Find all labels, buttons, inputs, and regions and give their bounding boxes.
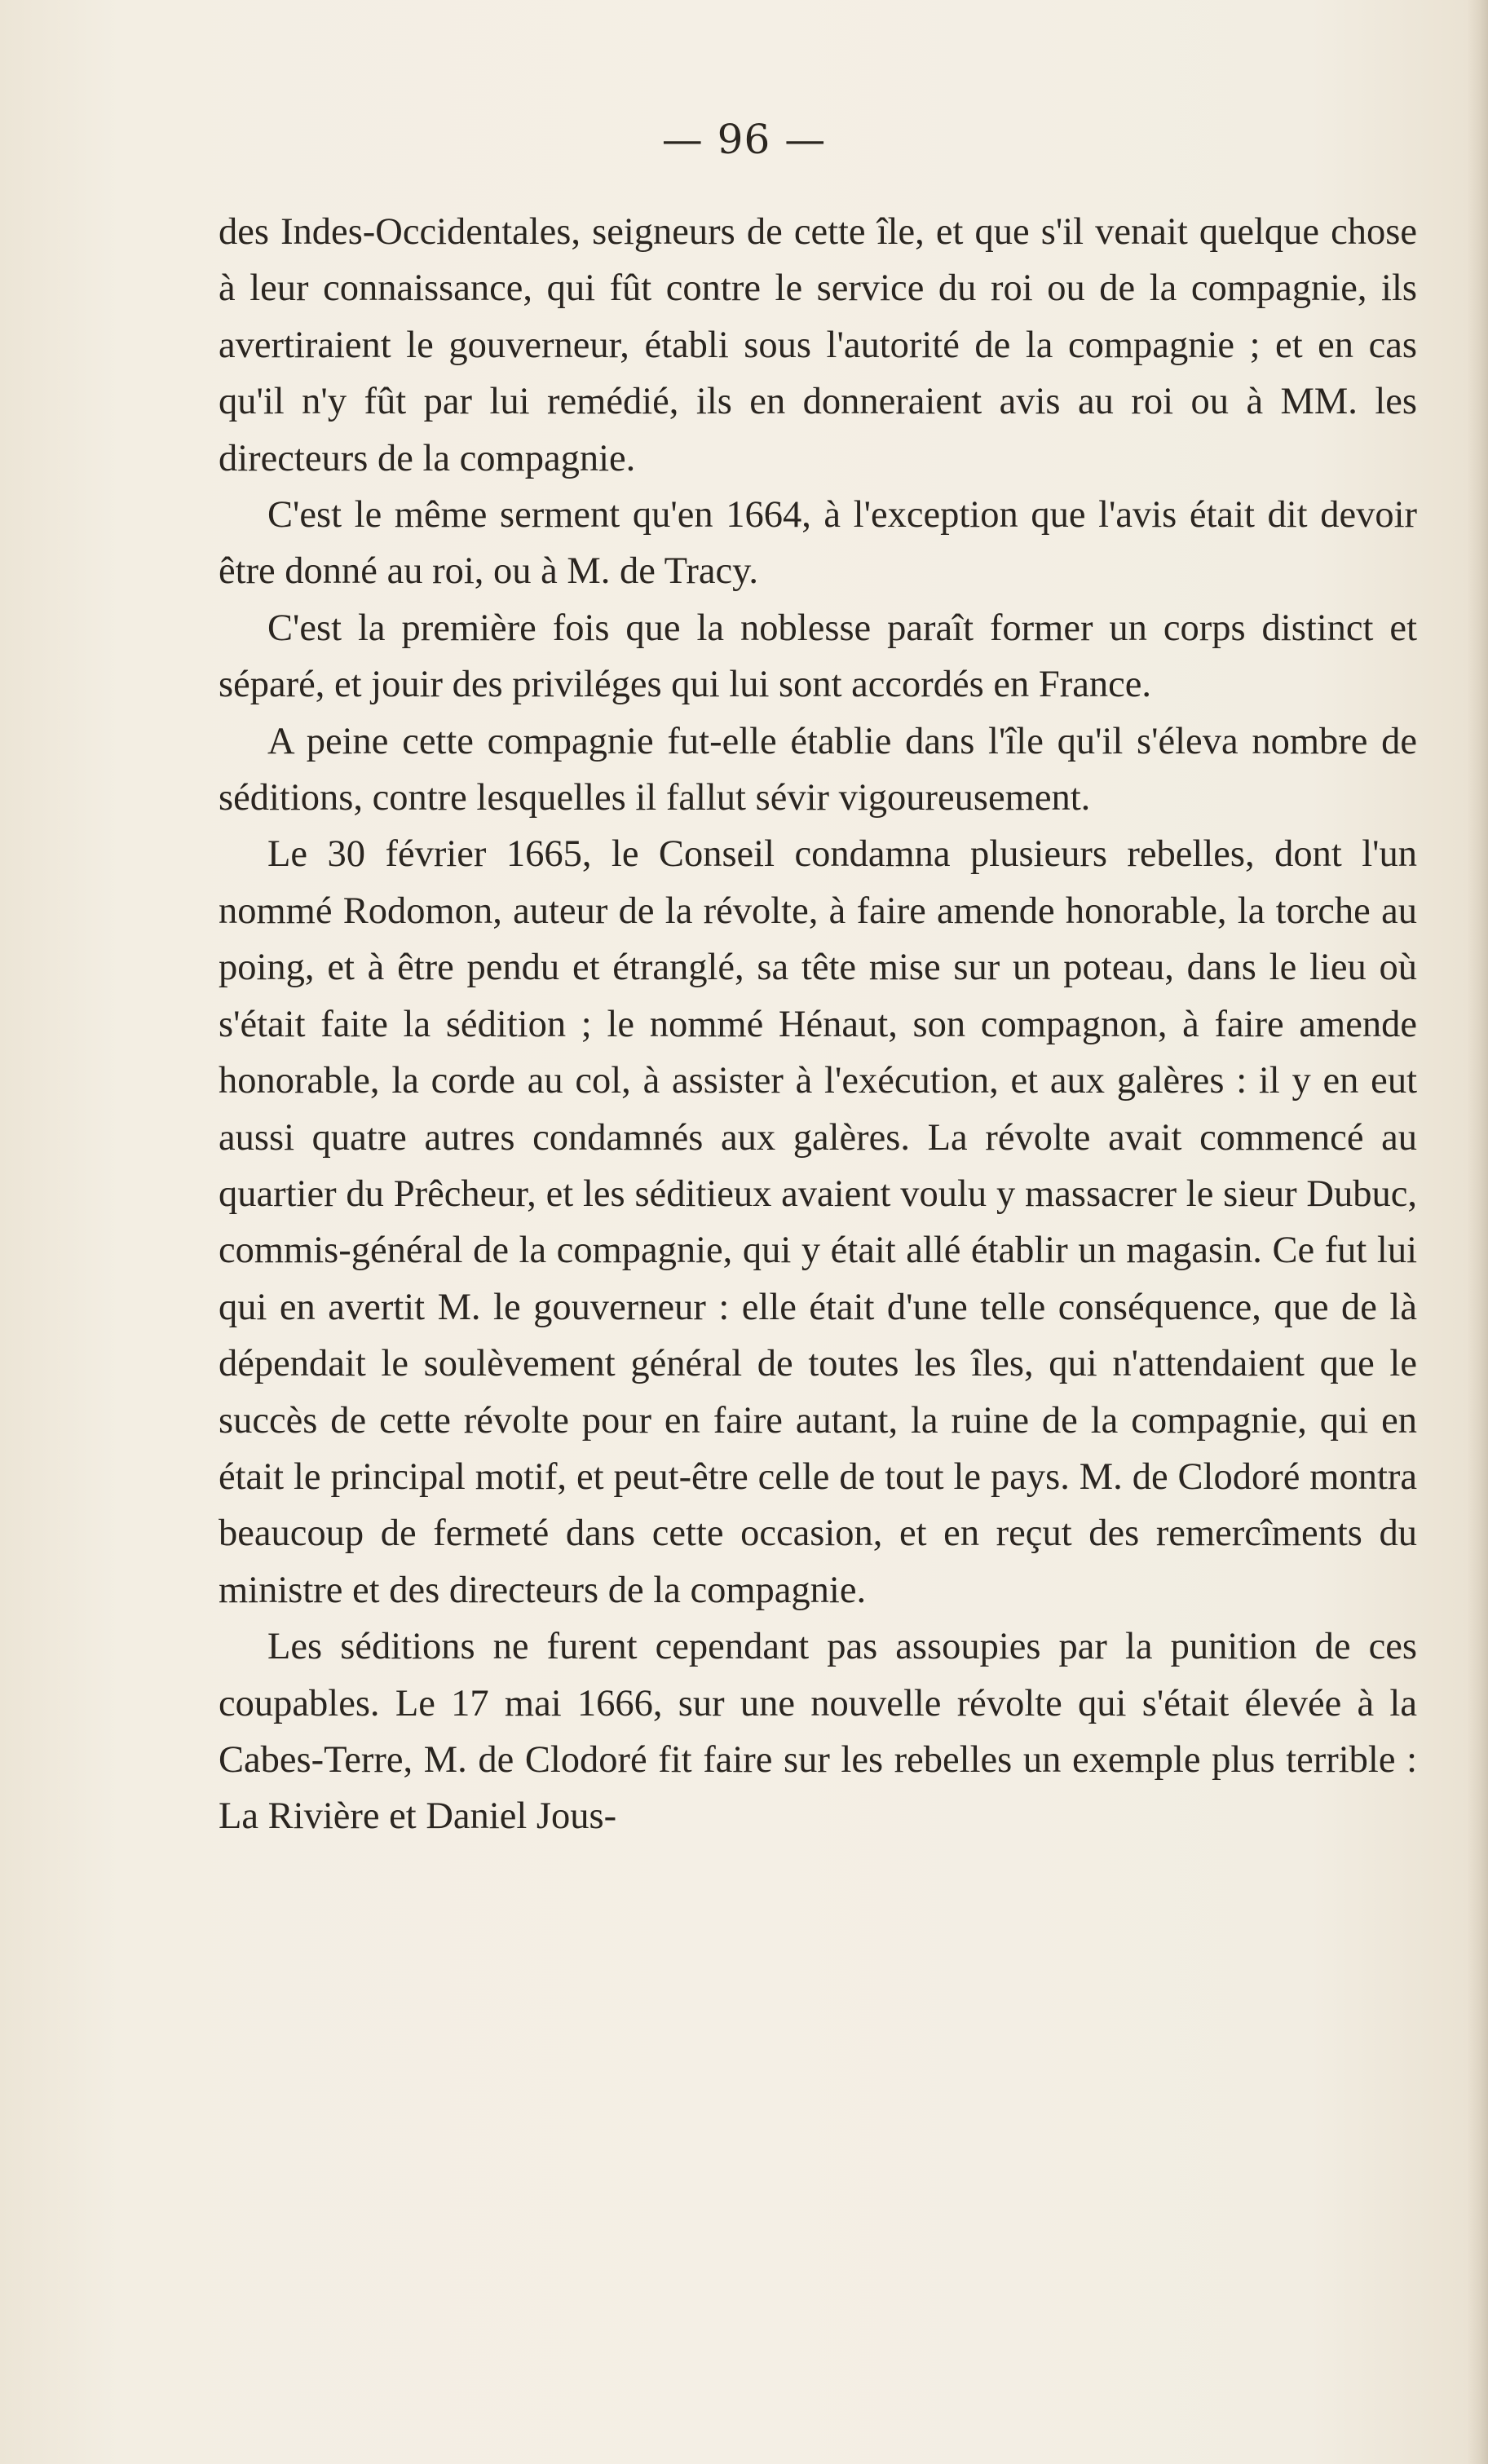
paragraph: A peine cette compagnie fut-elle établie dans l'île qu'il s'éleva nombre de séditions, contre lesquelles il fallut sévir vigoureusement. [219,720,1417,819]
paragraph: des Indes-Occidentales, seigneurs de cette île, et que s'il venait quelque chose à leur connaissance, qui fût contre le service du roi ou de la compagnie, ils avertiraient le gouverneur, établi sous l'autorité de la compagnie ; et en cas qu'il n'y fût par lui remédié, ils en donneraient avis au roi ou à MM. les directeurs de la compagnie. [219,211,1417,479]
body-text [219,204,1417,1845]
page-number: — 96 — [661,116,827,163]
page-edge-shadow [1467,0,1488,2464]
paragraph: Les séditions ne furent cependant pas assoupies par la punition de ces coupables. Le 17 mai 1666, sur une nouvelle révolte qui s'était élevée à la Cabes-Terre, M. de Clodoré fit faire sur les rebelles un exemple plus terrible : La Rivière et Daniel Jous- [219,1626,1417,1838]
paragraph: C'est la première fois que la noblesse paraît former un corps distinct et séparé, et jouir des priviléges qui lui sont accordés en France. [219,607,1417,706]
paragraph: Le 30 février 1665, le Conseil condamna plusieurs rebelles, dont l'un nommé Rodomon, auteur de la révolte, à faire amende honorable, la torche au poing, et à être pendu et étranglé, sa tête mise sur un poteau, dans le lieu où s'était faite la sédition ; le nommé Hénaut, son compagnon, à faire amende honorable, la corde au col, à assister à l'exécution, et aux galères : il y en eut aussi quatre autres condamnés aux galères. La révolte avait commencé au quartier du Prêcheur, et les séditieux avaient voulu y massacrer le sieur Dubuc, commis-général de la compagnie, qui y était allé établir un magasin. Ce fut lui qui en avertit M. le gouverneur : elle était d'une telle conséquence, que de là dépendait le soulèvement général de toutes les îles, qui n'attendaient que le succès de cette révolte pour en faire autant, la ruine de la compagnie, qui en était le principal motif, et peut-être celle de tout le pays. M. de Clodoré montra beaucoup de fermeté dans cette occasion, et en reçut des remercîments du ministre et des directeurs de la compagnie. [219,833,1417,1611]
paragraph: C'est le même serment qu'en 1664, à l'exception que l'avis était dit devoir être donné au roi, ou à M. de Tracy. [219,494,1417,593]
